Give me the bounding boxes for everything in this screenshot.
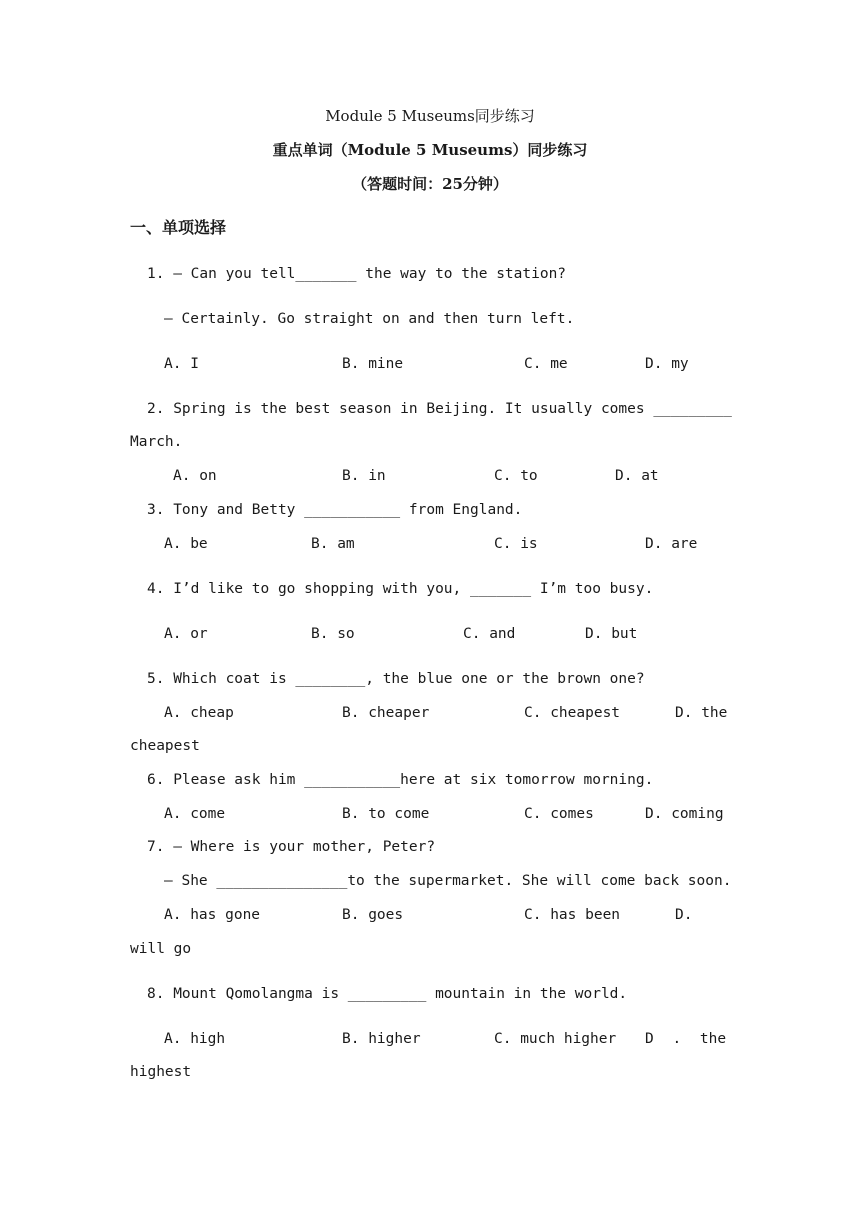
option-c[interactable]: C. to xyxy=(494,468,538,484)
option-a[interactable]: A. cheap xyxy=(164,705,234,721)
option-c[interactable]: C. and xyxy=(463,626,516,642)
option-a[interactable]: A. or xyxy=(164,626,208,642)
option-c[interactable]: C. comes xyxy=(524,806,594,822)
time-note: （答题时间：25分钟） xyxy=(352,175,508,193)
option-a[interactable]: A. high xyxy=(164,1031,226,1047)
option-b[interactable]: B. so xyxy=(311,626,355,642)
section-heading: 一、单项选择 xyxy=(130,218,227,237)
document-subtitle: 重点单词（Module 5 Museums）同步练习 xyxy=(272,141,588,159)
option-c[interactable]: C. has been xyxy=(524,907,621,923)
option-c[interactable]: C. is xyxy=(494,536,538,552)
option-a[interactable]: A. I xyxy=(164,356,199,372)
option-b[interactable]: B. mine xyxy=(342,356,404,372)
question-stem: 3. Tony and Betty ___________ from England. xyxy=(147,502,523,518)
question-stem: 7. — Where is your mother, Peter? xyxy=(147,839,436,855)
option-c[interactable]: C. me xyxy=(524,356,568,372)
option-d-continued: highest xyxy=(130,1064,192,1080)
question-stem: 5. Which coat is ________, the blue one or the brown one? xyxy=(147,671,645,687)
option-c[interactable]: C. cheapest xyxy=(524,705,621,721)
option-d[interactable]: D. at xyxy=(615,468,659,484)
question-stem: 4. I’d like to go shopping with you, _______ I’m too busy. xyxy=(147,581,654,597)
option-a[interactable]: A. has gone xyxy=(164,907,261,923)
option-b[interactable]: B. am xyxy=(311,536,355,552)
option-d[interactable]: D. but xyxy=(585,626,638,642)
option-b[interactable]: B. goes xyxy=(342,907,404,923)
question-stem-continued: March. xyxy=(130,434,183,450)
question-stem: 8. Mount Qomolangma is _________ mountain in the world. xyxy=(147,986,628,1002)
option-d[interactable]: D. xyxy=(675,907,693,923)
option-a[interactable]: A. be xyxy=(164,536,208,552)
option-b[interactable]: B. in xyxy=(342,468,386,484)
option-b[interactable]: B. cheaper xyxy=(342,705,430,721)
option-d[interactable]: D. the xyxy=(675,705,728,721)
option-d[interactable]: D . the xyxy=(645,1031,727,1047)
option-d[interactable]: D. coming xyxy=(645,806,724,822)
option-a[interactable]: A. come xyxy=(164,806,226,822)
option-b[interactable]: B. higher xyxy=(342,1031,421,1047)
option-d[interactable]: D. are xyxy=(645,536,698,552)
question-stem-reply: — She _______________to the supermarket. She will come back soon. xyxy=(164,873,732,889)
question-stem: 6. Please ask him ___________here at six tomorrow morning. xyxy=(147,772,654,788)
document-title: Module 5 Museums同步练习 xyxy=(325,107,535,125)
question-stem: 1. — Can you tell_______ the way to the station? xyxy=(147,266,567,282)
option-d[interactable]: D. my xyxy=(645,356,689,372)
option-d-continued: cheapest xyxy=(130,738,200,754)
option-c[interactable]: C. much higher xyxy=(494,1031,617,1047)
option-b[interactable]: B. to come xyxy=(342,806,430,822)
question-stem: 2. Spring is the best season in Beijing. It usually comes _________ xyxy=(147,401,732,417)
option-d-continued: will go xyxy=(130,941,192,957)
option-a[interactable]: A. on xyxy=(173,468,217,484)
question-stem-reply: — Certainly. Go straight on and then turn left. xyxy=(164,311,575,327)
